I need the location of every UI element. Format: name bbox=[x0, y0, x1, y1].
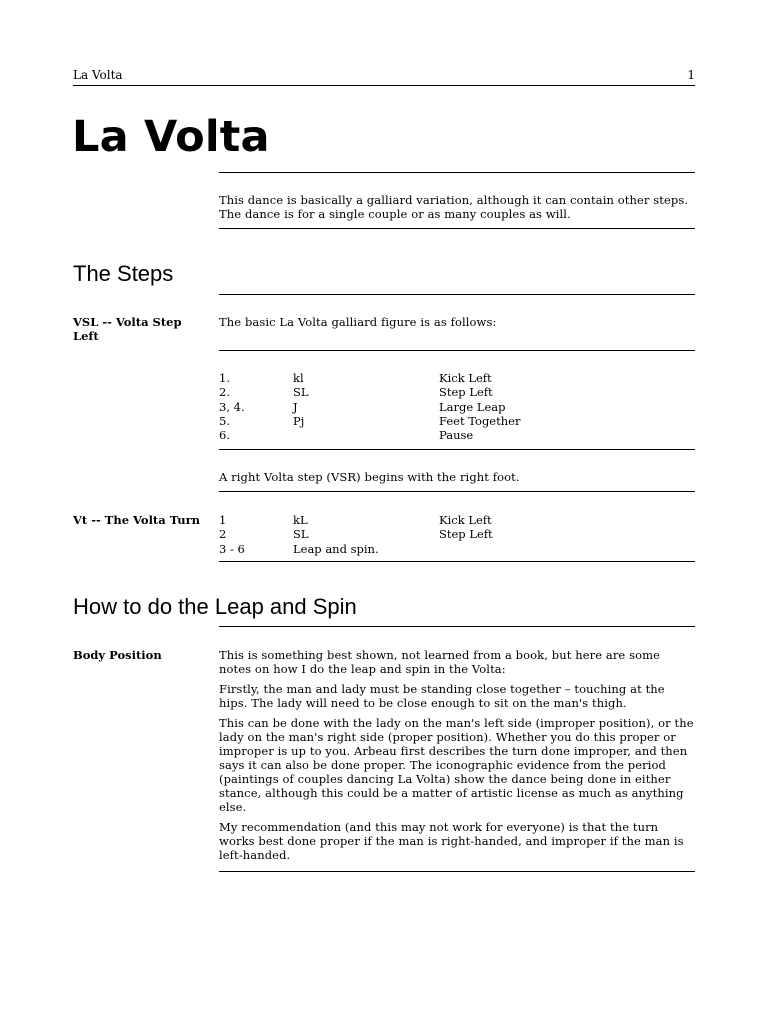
step-code: SL bbox=[293, 385, 309, 400]
step-description bbox=[439, 542, 639, 556]
vsl-description bbox=[219, 315, 695, 329]
table-row bbox=[219, 527, 639, 541]
divider bbox=[219, 626, 695, 627]
divider bbox=[219, 561, 695, 562]
table-row bbox=[219, 428, 639, 442]
step-code: SL bbox=[293, 527, 309, 542]
step-number: 3 - 6 bbox=[219, 541, 245, 556]
page-number: 1 bbox=[687, 68, 695, 82]
vt-steps-table bbox=[219, 513, 639, 556]
step-code: kl bbox=[293, 371, 304, 385]
body-position-paragraph: My recommendation (and this may not work for everyone) is that the turn works best done proper if the man is right-handed, and improper if the man is left-handed. bbox=[219, 820, 684, 862]
step-description: Step Left bbox=[439, 527, 493, 542]
divider bbox=[219, 491, 695, 492]
table-row bbox=[219, 385, 639, 399]
divider bbox=[219, 350, 695, 351]
label-vsl: VSL -- Volta Step Left bbox=[73, 315, 182, 343]
table-row bbox=[219, 542, 639, 556]
step-description: Step Left bbox=[439, 385, 493, 400]
label-vt: Vt -- The Volta Turn bbox=[73, 513, 200, 527]
step-description: Kick Left bbox=[439, 371, 492, 385]
label-body-position: Body Position bbox=[73, 648, 162, 662]
divider bbox=[219, 871, 695, 872]
step-code bbox=[293, 428, 439, 442]
step-code: Pj bbox=[293, 413, 305, 428]
step-description: Kick Left bbox=[439, 513, 492, 527]
step-code: J bbox=[293, 399, 298, 414]
body-position-paragraph: This is something best shown, not learned from a book, but here are some notes on how I do the leap and spin in the Volta: bbox=[219, 648, 661, 676]
divider bbox=[219, 228, 695, 229]
step-number: 2 bbox=[219, 527, 227, 542]
divider bbox=[219, 449, 695, 450]
section-heading-leap: How to do the Leap and Spin bbox=[73, 594, 357, 619]
vsl-steps-table bbox=[219, 371, 639, 442]
table-row bbox=[219, 513, 639, 527]
intro-paragraph bbox=[219, 193, 695, 221]
vsr-note-text: A right Volta step (VSR) begins with the right foot. bbox=[219, 470, 520, 484]
body-position-text bbox=[219, 648, 695, 862]
step-number: 5. bbox=[219, 413, 230, 428]
vsr-note bbox=[219, 470, 695, 484]
divider bbox=[219, 294, 695, 295]
step-number: 3, 4. bbox=[219, 399, 245, 414]
table-row bbox=[219, 371, 639, 385]
table-row bbox=[219, 414, 639, 428]
running-title: La Volta bbox=[73, 68, 123, 82]
document-title: La Volta bbox=[72, 112, 270, 162]
step-number: 6. bbox=[219, 428, 230, 443]
divider bbox=[219, 172, 695, 173]
step-number: 2. bbox=[219, 385, 230, 400]
table-row bbox=[219, 400, 639, 414]
step-number: 1 bbox=[219, 513, 227, 527]
body-position-paragraph: This can be done with the lady on the man's left side (improper position), or the lady on the man's right side (proper position). Whether you do this proper or improper is up to you. Arbeau first describes the turn done improper, and then says it can also be done proper. The iconographic evidence from the period (paintings of couples dancing La Volta) show the dance being done in either stance, although this could be a matter of artistic license as much as anything else. bbox=[219, 716, 694, 814]
step-description: Feet Together bbox=[439, 413, 521, 428]
section-heading-steps: The Steps bbox=[73, 261, 174, 286]
step-number: 1. bbox=[219, 371, 230, 385]
running-header bbox=[73, 68, 695, 86]
intro-text: This dance is basically a galliard variation, although it can contain other steps. The dance is for a single couple or as many couples as will. bbox=[219, 193, 689, 221]
step-description: Large Leap bbox=[439, 399, 506, 414]
vsl-description-text: The basic La Volta galliard figure is as follows: bbox=[219, 315, 497, 329]
step-code: Leap and spin. bbox=[293, 541, 379, 556]
step-code: kL bbox=[293, 513, 308, 527]
step-description: Pause bbox=[439, 428, 474, 443]
body-position-paragraph: Firstly, the man and lady must be standing close together – touching at the hips. The lady will need to be close enough to sit on the man's thigh. bbox=[219, 682, 665, 710]
